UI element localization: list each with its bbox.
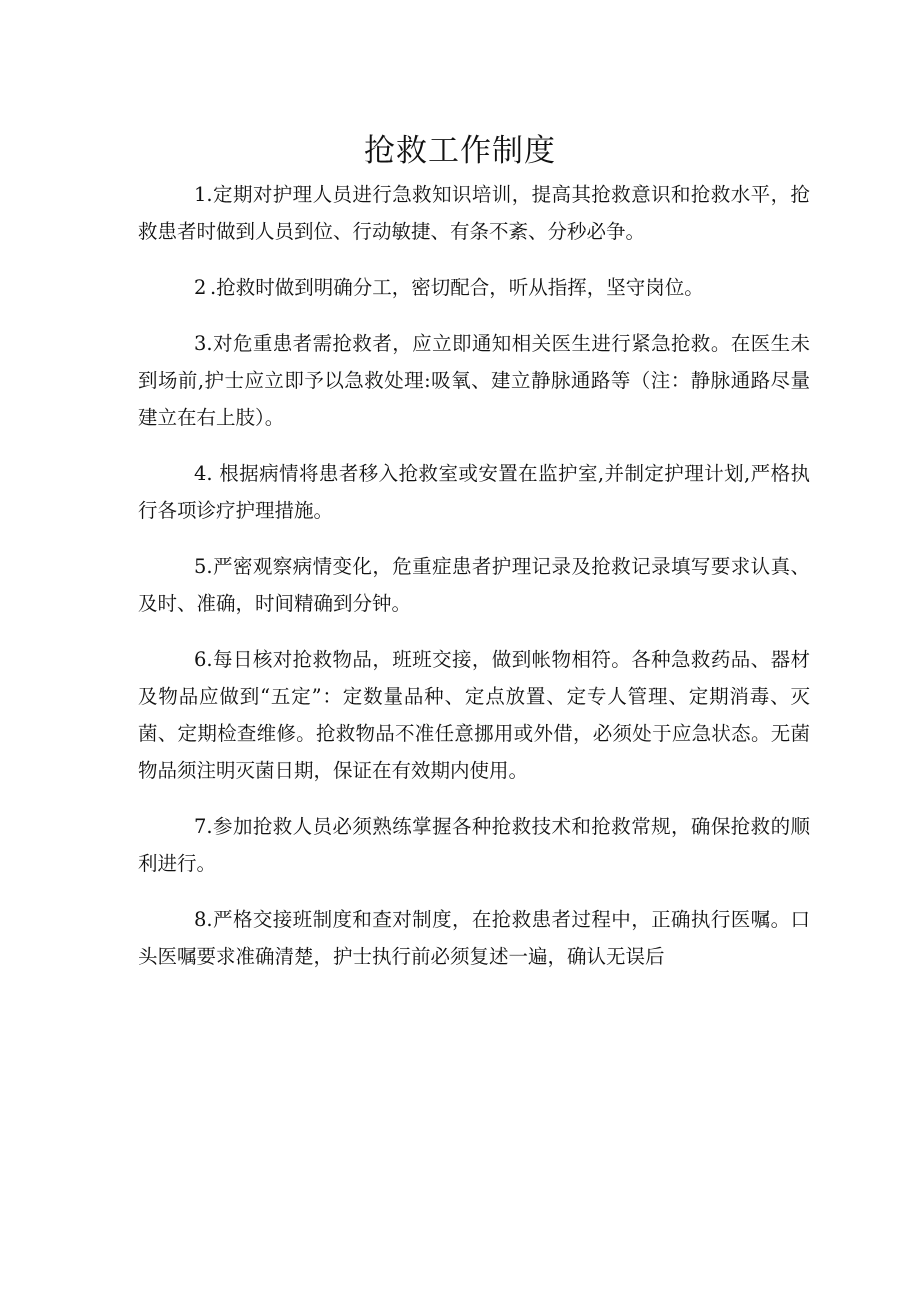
paragraph-number: 4 bbox=[194, 462, 207, 485]
paragraph-number: 6 bbox=[194, 648, 207, 671]
paragraph-8 bbox=[138, 901, 810, 975]
paragraph-3 bbox=[138, 325, 810, 436]
paragraph-text: .抢救时做到明确分工，密切配合，听从指挥，坚守岗位。 bbox=[210, 276, 704, 299]
paragraph-6 bbox=[138, 641, 810, 789]
document-title: 抢救工作制度 bbox=[364, 132, 556, 169]
paragraph-number: 2 bbox=[194, 276, 207, 299]
paragraph-text: .对危重患者需抢救者，应立即通知相关医生进行紧急抢救。在医生未到场前,护士应立即予以急救处理:吸氧、建立静脉通路等（注：静脉通路尽量建立在右上肢）。 bbox=[138, 332, 810, 429]
paragraph-4 bbox=[138, 455, 810, 529]
paragraph-text: .定期对护理人员进行急救知识培训，提高其抢救意识和抢救水平，抢救患者时做到人员到位、行动敏捷、有条不紊、分秒必争。 bbox=[138, 183, 810, 243]
paragraph-number: 8 bbox=[194, 908, 207, 931]
paragraph-number: 5 bbox=[194, 555, 207, 578]
paragraph-2 bbox=[138, 269, 810, 306]
paragraph-5 bbox=[138, 548, 810, 622]
paragraph-number: 1 bbox=[194, 183, 207, 206]
paragraph-number: 3 bbox=[194, 332, 207, 355]
paragraph-text: .严格交接班制度和查对制度，在抢救患者过程中，正确执行医嘱。口头医嘱要求准确清楚，护士执行前必须复述一遍，确认无误后 bbox=[138, 908, 810, 968]
paragraph-text: .参加抢救人员必须熟练掌握各种抢救技术和抢救常规，确保抢救的顺利进行。 bbox=[138, 815, 810, 875]
paragraph-text: .严密观察病情变化，危重症患者护理记录及抢救记录填写要求认真、及时、准确，时间精确到分钟。 bbox=[138, 555, 810, 615]
paragraph-text: . 根据病情将患者移入抢救室或安置在监护室,并制定护理计划,严格执行各项诊疗护理措施。 bbox=[138, 462, 810, 522]
paragraph-1 bbox=[138, 176, 810, 250]
paragraph-text: .每日核对抢救物品，班班交接，做到帐物相符。各种急救药品、器材及物品应做到“五定”：定数量品种、定点放置、定专人管理、定期消毒、灭菌、定期检查维修。抢救物品不准任意挪用或外借，必须处于应急状态。无菌物品须注明灭菌日期，保证在有效期内使用。 bbox=[138, 648, 810, 782]
paragraph-number: 7 bbox=[194, 815, 207, 838]
document-body bbox=[138, 176, 810, 994]
paragraph-7 bbox=[138, 808, 810, 882]
